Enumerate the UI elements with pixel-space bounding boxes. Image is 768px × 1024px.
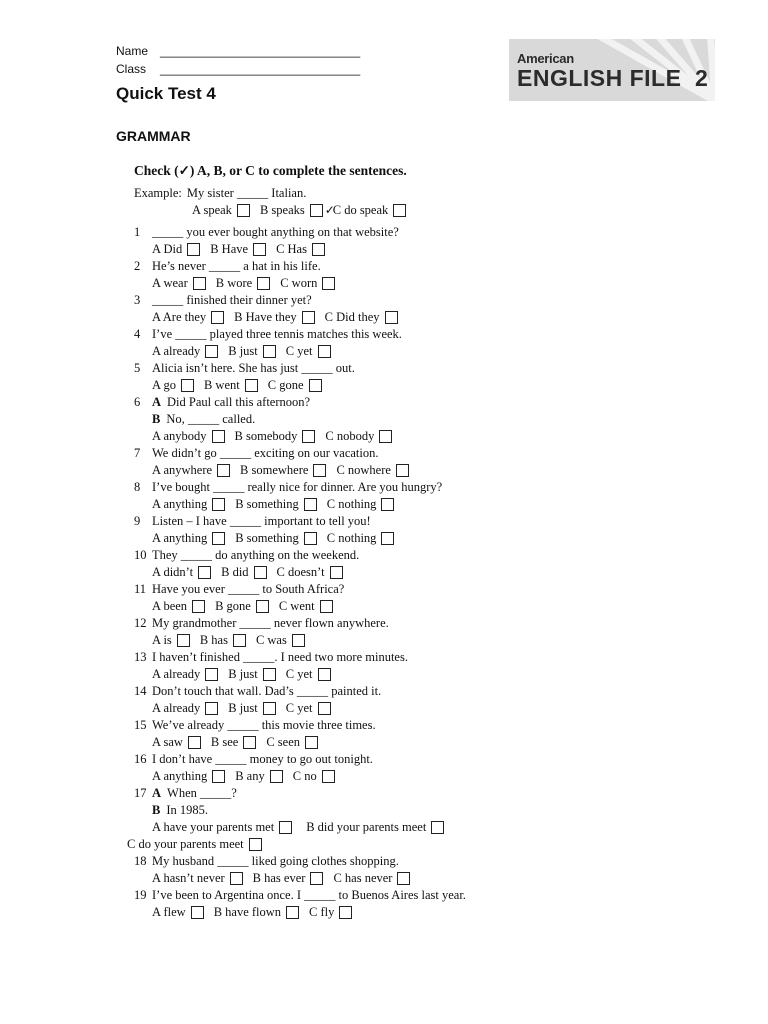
answer-checkbox[interactable] [304, 498, 317, 511]
answer-option[interactable] [268, 377, 322, 393]
answer-checkbox[interactable] [302, 430, 315, 443]
answer-option[interactable] [214, 904, 299, 920]
sentence: When _____? [167, 786, 237, 800]
answer-option[interactable] [276, 241, 325, 257]
answer-checkbox[interactable] [253, 243, 266, 256]
sentence: Have you ever _____ to South Africa? [152, 582, 345, 596]
answer-option[interactable] [325, 428, 392, 444]
option-label: C do your parents meet [127, 837, 244, 851]
answer-option[interactable] [152, 870, 243, 886]
answer-option[interactable] [327, 530, 395, 546]
options-row [192, 202, 416, 218]
answer-option[interactable] [152, 241, 200, 257]
question-text [152, 513, 371, 529]
answer-checkbox[interactable] [205, 668, 218, 681]
sentence: I haven’t finished _____. I need two more minutes. [152, 650, 408, 664]
answer-option[interactable] [279, 598, 333, 614]
sentence: I don’t have _____ money to go out tonight. [152, 752, 373, 766]
option-label: B something [235, 497, 299, 511]
answer-checkbox[interactable] [230, 872, 243, 885]
answer-option[interactable] [228, 343, 276, 359]
answer-checkbox[interactable] [188, 736, 201, 749]
question-number: 1 [134, 225, 141, 239]
option-label: C worn [280, 276, 318, 290]
options-row [152, 309, 408, 325]
answer-option[interactable] [152, 496, 225, 512]
option-label: C went [278, 599, 315, 613]
answer-option[interactable] [221, 564, 266, 580]
options-row [152, 904, 362, 920]
question-number: 19 [134, 888, 147, 902]
option-label: B speaks [259, 203, 305, 217]
option-label: B just [228, 667, 258, 681]
question-number: 12 [134, 616, 147, 630]
answer-option[interactable] [253, 870, 324, 886]
answer-checkbox[interactable] [318, 702, 331, 715]
options-row [152, 343, 341, 359]
answer-option[interactable] [240, 462, 326, 478]
answer-option[interactable] [293, 768, 335, 784]
option-label: A hasn’t never [152, 871, 225, 885]
answer-checkbox[interactable] [263, 345, 276, 358]
example-label: Example: [134, 186, 182, 200]
answer-checkbox[interactable] [318, 345, 331, 358]
options-row [127, 836, 272, 852]
question-number: 6 [134, 395, 141, 409]
answer-option[interactable] [235, 530, 317, 546]
option-label: B Have [210, 242, 249, 256]
answer-option[interactable] [192, 202, 250, 218]
answer-checkbox[interactable] [233, 634, 246, 647]
answer-option[interactable] [152, 768, 225, 784]
option-label: A anybody [152, 429, 207, 443]
option-label: B Have they [234, 310, 297, 324]
question-text [152, 258, 321, 274]
answer-option[interactable] [235, 768, 283, 784]
option-label: B wore [215, 276, 253, 290]
sentence: We didn’t go _____ exciting on our vacation. [152, 446, 379, 460]
option-label: A anything [152, 497, 208, 511]
answer-option[interactable] [333, 870, 410, 886]
logo-number: 2 [695, 65, 708, 91]
question-number: 16 [134, 752, 147, 766]
option-label: B has [199, 633, 228, 647]
answer-option[interactable] [286, 343, 331, 359]
options-row [152, 462, 419, 478]
answer-checkbox[interactable] [279, 821, 292, 834]
question-number: 13 [134, 650, 147, 664]
class-field[interactable] [116, 62, 360, 76]
option-label: B just [228, 344, 258, 358]
option-label: C gone [267, 378, 304, 392]
answer-option[interactable] [333, 202, 407, 218]
options-row [152, 734, 328, 750]
options-row [152, 666, 341, 682]
option-label: A already [152, 344, 201, 358]
option-label: B somewhere [240, 463, 309, 477]
option-label: C has never [333, 871, 393, 885]
answer-checkbox[interactable] [310, 872, 323, 885]
speaker-label: A [152, 395, 162, 409]
options-row [152, 564, 353, 580]
check-mark-icon: ✓ [324, 202, 335, 217]
option-label: B something [235, 531, 299, 545]
options-row [152, 870, 420, 886]
answer-option[interactable] [235, 428, 316, 444]
question-text [152, 326, 402, 342]
options-row [152, 768, 345, 784]
option-label: B any [235, 769, 265, 783]
answer-checkbox[interactable] [249, 838, 262, 851]
option-label: A go [152, 378, 176, 392]
answer-option[interactable] [286, 700, 331, 716]
name-label: Name [116, 44, 149, 58]
sentence: Listen – I have _____ important to tell you! [152, 514, 371, 528]
answer-option[interactable] [210, 241, 266, 257]
answer-option[interactable] [234, 309, 314, 325]
name-line[interactable]: ______________________________ [160, 44, 361, 58]
options-row [152, 241, 335, 257]
sentence: In 1985. [166, 803, 209, 817]
question-number: 5 [134, 361, 141, 375]
option-label: A is [152, 633, 172, 647]
question-number: 11 [134, 582, 147, 596]
answer-option[interactable] [306, 819, 444, 835]
sentence: They _____ do anything on the weekend. [152, 548, 360, 562]
option-label: A Did [152, 242, 183, 256]
answer-option[interactable] [336, 462, 409, 478]
answer-option[interactable] [259, 202, 335, 218]
american-english-file-logo [509, 39, 715, 101]
option-label: C nothing [326, 531, 377, 545]
answer-checkbox[interactable] [381, 532, 394, 545]
question-text [152, 445, 379, 461]
option-label: A anywhere [152, 463, 213, 477]
answer-checkbox[interactable] [310, 202, 335, 217]
option-label: C nobody [325, 429, 375, 443]
question-text [152, 615, 389, 631]
option-label: C yet [285, 344, 313, 358]
answer-checkbox[interactable] [318, 668, 331, 681]
instruction-text: Check (✓) A, B, or C to complete the sentences. [134, 163, 407, 178]
question-text [152, 394, 310, 410]
option-label: B has ever [252, 871, 306, 885]
sentence: My husband _____ liked going clothes shopping. [152, 854, 399, 868]
answer-option[interactable] [200, 632, 246, 648]
answer-checkbox[interactable] [192, 600, 205, 613]
speaker-label: B [152, 803, 161, 817]
answer-checkbox[interactable] [181, 379, 194, 392]
answer-checkbox[interactable] [292, 634, 305, 647]
option-label: A been [152, 599, 188, 613]
question-text [152, 683, 381, 699]
option-label: A didn’t [152, 565, 194, 579]
question-text [152, 411, 255, 427]
answer-option[interactable] [325, 309, 398, 325]
sentence: We’ve already _____ this movie three times. [152, 718, 376, 732]
sentence: _____ you ever bought anything on that website? [152, 225, 399, 239]
answer-checkbox[interactable] [212, 770, 225, 783]
question-number: 14 [134, 684, 147, 698]
class-line[interactable]: ______________________________ [160, 62, 361, 76]
answer-checkbox[interactable] [263, 668, 276, 681]
question-text [152, 581, 344, 597]
answer-checkbox[interactable] [322, 277, 335, 290]
answer-option[interactable] [152, 700, 218, 716]
options-row [152, 275, 345, 291]
answer-checkbox[interactable] [198, 566, 211, 579]
answer-checkbox[interactable] [270, 770, 283, 783]
answer-checkbox[interactable] [237, 204, 250, 217]
option-label: C do speak [332, 203, 389, 217]
question-text [152, 649, 408, 665]
option-label: B did [221, 565, 249, 579]
example-row [134, 185, 306, 201]
options-row [152, 598, 343, 614]
answer-checkbox[interactable] [212, 430, 225, 443]
sentence: I’ve _____ played three tennis matches this week. [152, 327, 402, 341]
speaker-label: A [152, 786, 162, 800]
answer-checkbox[interactable] [205, 702, 218, 715]
answer-option[interactable] [127, 836, 262, 852]
answer-option[interactable] [152, 275, 206, 291]
answer-checkbox[interactable] [339, 906, 352, 919]
answer-checkbox[interactable] [393, 204, 406, 217]
answer-checkbox[interactable] [313, 464, 326, 477]
page-title: Quick Test 4 [116, 84, 216, 103]
answer-option[interactable] [216, 275, 270, 291]
option-label: A speak [192, 203, 232, 217]
answer-option[interactable] [152, 632, 190, 648]
answer-checkbox[interactable] [191, 906, 204, 919]
question-number: 4 [134, 327, 141, 341]
answer-option[interactable] [152, 530, 225, 546]
question-text [152, 853, 399, 869]
answer-option[interactable] [235, 496, 317, 512]
question-text [152, 360, 355, 376]
example-text: My sister _____ Italian. [186, 186, 307, 200]
answer-checkbox[interactable] [381, 498, 394, 511]
option-label: C seen [266, 735, 301, 749]
answer-checkbox[interactable] [256, 600, 269, 613]
answer-checkbox[interactable] [312, 243, 325, 256]
options-row [152, 530, 404, 546]
question-number: 2 [134, 259, 141, 273]
option-label: C Did they [324, 310, 380, 324]
options-row [152, 819, 458, 835]
question-number: 7 [134, 446, 141, 460]
sentence: No, _____ called. [166, 412, 256, 426]
answer-option[interactable] [286, 666, 331, 682]
logo-brand-text: American [517, 51, 574, 66]
option-label: A anything [152, 531, 208, 545]
class-label: Class [116, 62, 147, 76]
answer-checkbox[interactable] [263, 702, 276, 715]
answer-checkbox[interactable] [330, 566, 343, 579]
sentence: I’ve bought _____ really nice for dinner. Are you hungry? [152, 480, 443, 494]
sentence: Alicia isn’t here. She has just _____ out. [152, 361, 355, 375]
option-label: A already [152, 701, 201, 715]
question-text [152, 479, 442, 495]
answer-checkbox[interactable] [177, 634, 190, 647]
name-field[interactable] [116, 44, 360, 58]
options-row [152, 632, 315, 648]
answer-option[interactable] [266, 734, 318, 750]
option-label: B did your parents meet [306, 820, 427, 834]
answer-checkbox[interactable] [286, 906, 299, 919]
answer-checkbox[interactable] [309, 379, 322, 392]
answer-option[interactable] [256, 632, 305, 648]
speaker-label: B [152, 412, 161, 426]
answer-checkbox[interactable] [431, 821, 444, 834]
question-number: 15 [134, 718, 147, 732]
answer-checkbox[interactable] [212, 532, 225, 545]
option-label: B see [210, 735, 239, 749]
option-label: B went [203, 378, 240, 392]
option-label: A anything [152, 769, 208, 783]
option-label: C nowhere [336, 463, 391, 477]
question-text [152, 785, 237, 801]
answer-option[interactable] [152, 428, 225, 444]
option-label: A flew [152, 905, 186, 919]
answer-option[interactable] [204, 377, 258, 393]
answer-checkbox[interactable] [322, 770, 335, 783]
options-row [152, 377, 332, 393]
question-text [152, 802, 208, 818]
answer-option[interactable] [228, 666, 276, 682]
answer-option[interactable] [152, 343, 218, 359]
question-number: 17 [134, 786, 147, 800]
answer-checkbox[interactable] [320, 600, 333, 613]
question-number: 10 [134, 548, 147, 562]
answer-checkbox[interactable] [254, 566, 267, 579]
answer-checkbox[interactable] [397, 872, 410, 885]
answer-option[interactable] [152, 598, 205, 614]
option-label: C nothing [326, 497, 377, 511]
answer-option[interactable] [152, 904, 204, 920]
option-label: C Has [276, 242, 307, 256]
answer-option[interactable] [215, 598, 269, 614]
sentence: Did Paul call this afternoon? [167, 395, 311, 409]
answer-option[interactable] [152, 564, 211, 580]
question-text [152, 292, 312, 308]
answer-checkbox[interactable] [193, 277, 206, 290]
option-label: C doesn’t [276, 565, 325, 579]
question-number: 8 [134, 480, 141, 494]
question-text [152, 887, 466, 903]
question-number: 18 [134, 854, 147, 868]
question-text [152, 224, 399, 240]
answer-checkbox[interactable] [187, 243, 200, 256]
option-label: C fly [309, 905, 335, 919]
answer-option[interactable] [152, 309, 224, 325]
option-label: A Are they [152, 310, 207, 324]
option-label: A already [152, 667, 201, 681]
question-text [152, 751, 373, 767]
answer-option[interactable] [309, 904, 352, 920]
options-row [152, 700, 341, 716]
answer-checkbox[interactable] [257, 277, 270, 290]
option-label: C yet [285, 667, 313, 681]
option-label: A wear [152, 276, 188, 290]
answer-option[interactable] [228, 700, 276, 716]
question-text [152, 717, 376, 733]
sentence: I’ve been to Argentina once. I _____ to Buenos Aires last year. [152, 888, 466, 902]
answer-checkbox[interactable] [245, 379, 258, 392]
option-label: C yet [285, 701, 313, 715]
answer-option[interactable] [277, 564, 343, 580]
option-label: B just [228, 701, 258, 715]
question-number: 9 [134, 514, 141, 528]
answer-checkbox[interactable] [243, 736, 256, 749]
option-label: C was [255, 633, 287, 647]
answer-checkbox[interactable] [385, 311, 398, 324]
sentence: He’s never _____ a hat in his life. [152, 259, 321, 273]
answer-checkbox[interactable] [304, 532, 317, 545]
answer-checkbox[interactable] [211, 311, 224, 324]
option-label: B somebody [234, 429, 298, 443]
options-row [152, 496, 404, 512]
question-number: 3 [134, 293, 141, 307]
answer-checkbox[interactable] [302, 311, 315, 324]
question-text [152, 547, 359, 563]
option-label: A have your parents met [152, 820, 275, 834]
answer-checkbox[interactable] [379, 430, 392, 443]
answer-checkbox[interactable] [212, 498, 225, 511]
options-row [152, 428, 402, 444]
answer-checkbox[interactable] [396, 464, 409, 477]
sentence: _____ finished their dinner yet? [152, 293, 312, 307]
answer-option[interactable] [152, 819, 292, 835]
answer-checkbox[interactable] [217, 464, 230, 477]
sentence: Don’t touch that wall. Dad’s _____ painted it. [152, 684, 382, 698]
answer-option[interactable] [152, 377, 194, 393]
answer-option[interactable] [211, 734, 256, 750]
answer-checkbox[interactable] [205, 345, 218, 358]
answer-option[interactable] [152, 734, 201, 750]
option-label: B have flown [213, 905, 282, 919]
answer-checkbox[interactable] [305, 736, 318, 749]
answer-option[interactable] [152, 666, 218, 682]
option-label: B gone [215, 599, 251, 613]
sentence: My grandmother _____ never flown anywhere. [152, 616, 389, 630]
option-label: A saw [152, 735, 183, 749]
option-label: C no [292, 769, 317, 783]
answer-option[interactable] [280, 275, 335, 291]
logo-title-text: ENGLISH FILE [517, 65, 682, 91]
section-heading: GRAMMAR [116, 128, 191, 144]
answer-option[interactable] [327, 496, 395, 512]
answer-option[interactable] [152, 462, 230, 478]
